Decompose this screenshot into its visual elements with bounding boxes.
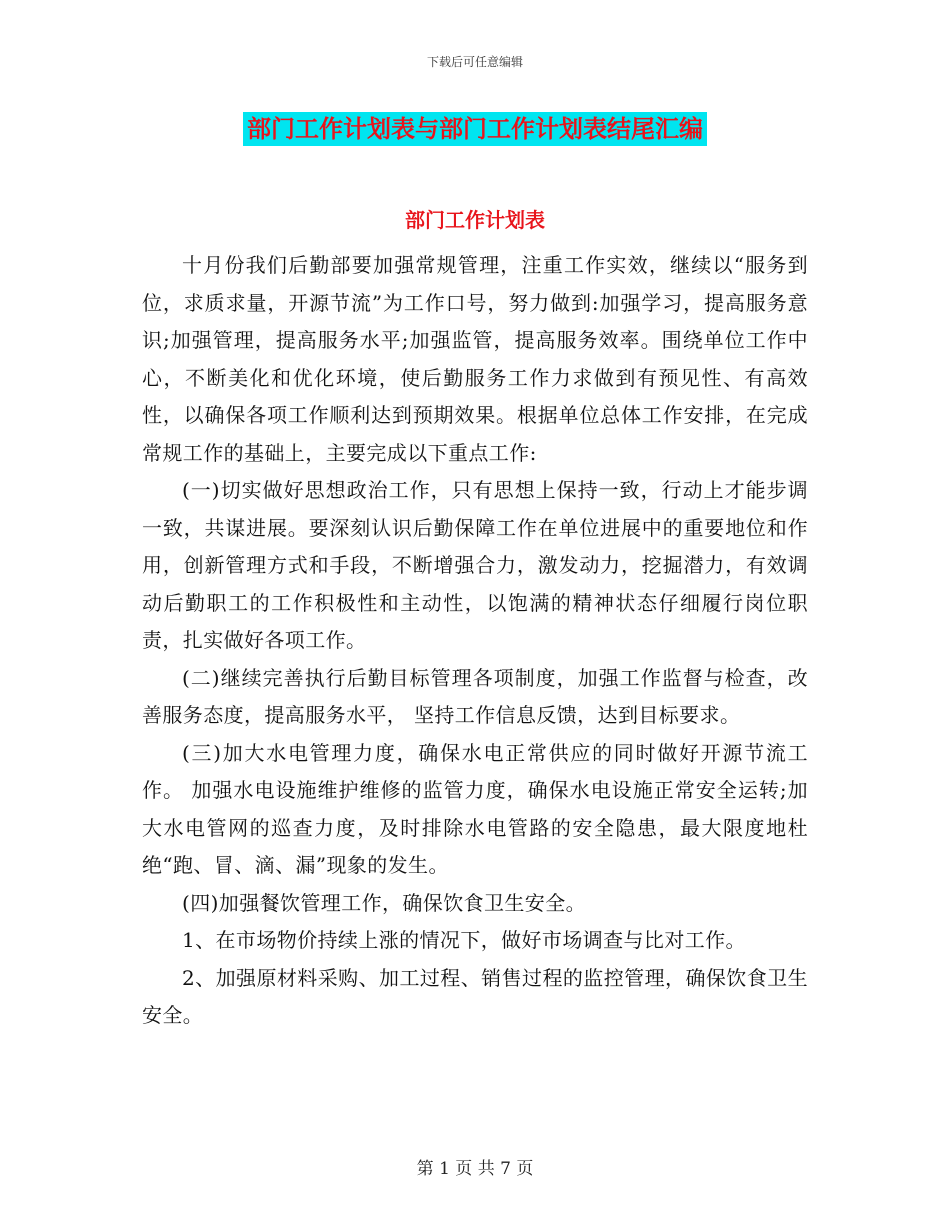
- paragraph: (四)加强餐饮管理工作，确保饮食卫生安全。: [182, 890, 587, 915]
- paragraph: 1、在市场物价持续上涨的情况下，做好市场调查与比对工作。: [182, 928, 746, 952]
- paragraph: 2、加强原材料采购、加工过程、销售过程的监控管理，确保饮食卫生安全。: [142, 965, 808, 1027]
- section-title: 部门工作计划表: [405, 208, 545, 232]
- page-header-note: 下载后可任意编辑: [426, 55, 523, 69]
- paragraph: (一)切实做好思想政治工作，只有思想上保持一致，行动上才能步调一致，共谋进展。要深刻认识后勤保障工作在单位进展中的重要地位和作用，创新管理方式和手段，不断增强合力，激发动力，挖掘潜力，有效调动后勤职工的工作积极性和主动性，以饱满的精神状态仔细履行岗位职责，扎实做好各项工作。: [142, 478, 808, 652]
- document-title-container: [0, 112, 950, 146]
- paragraph: (二)继续完善执行后勤目标管理各项制度，加强工作监督与检查，改善服务态度，提高服务水平， 坚持工作信息反馈，达到目标要求。: [142, 665, 808, 727]
- document-body: [142, 247, 808, 1035]
- document-title: 部门工作计划表与部门工作计划表结尾汇编: [243, 112, 707, 146]
- page-footer: 第 1 页 共 7 页: [416, 1159, 534, 1179]
- paragraph: (三)加大水电管理力度，确保水电正常供应的同时做好开源节流工作。 加强水电设施维护维修的监管力度，确保水电设施正常安全运转;加大水电管网的巡查力度，及时排除水电管路的安全隐患，最大限度地杜绝“跑、冒、滴、漏”现象的发生。: [142, 740, 808, 877]
- paragraph: 十月份我们后勤部要加强常规管理，注重工作实效，继续以“服务到位，求质求量，开源节流”为工作口号，努力做到:加强学习，提高服务意识;加强管理，提高服务水平;加强监管，提高服务效率。围绕单位工作中心，不断美化和优化环境，使后勤服务工作力求做到有预见性、有高效性，以确保各项工作顺利达到预期效果。根据单位总体工作安排，在完成常规工作的基础上，主要完成以下重点工作:: [142, 253, 808, 465]
